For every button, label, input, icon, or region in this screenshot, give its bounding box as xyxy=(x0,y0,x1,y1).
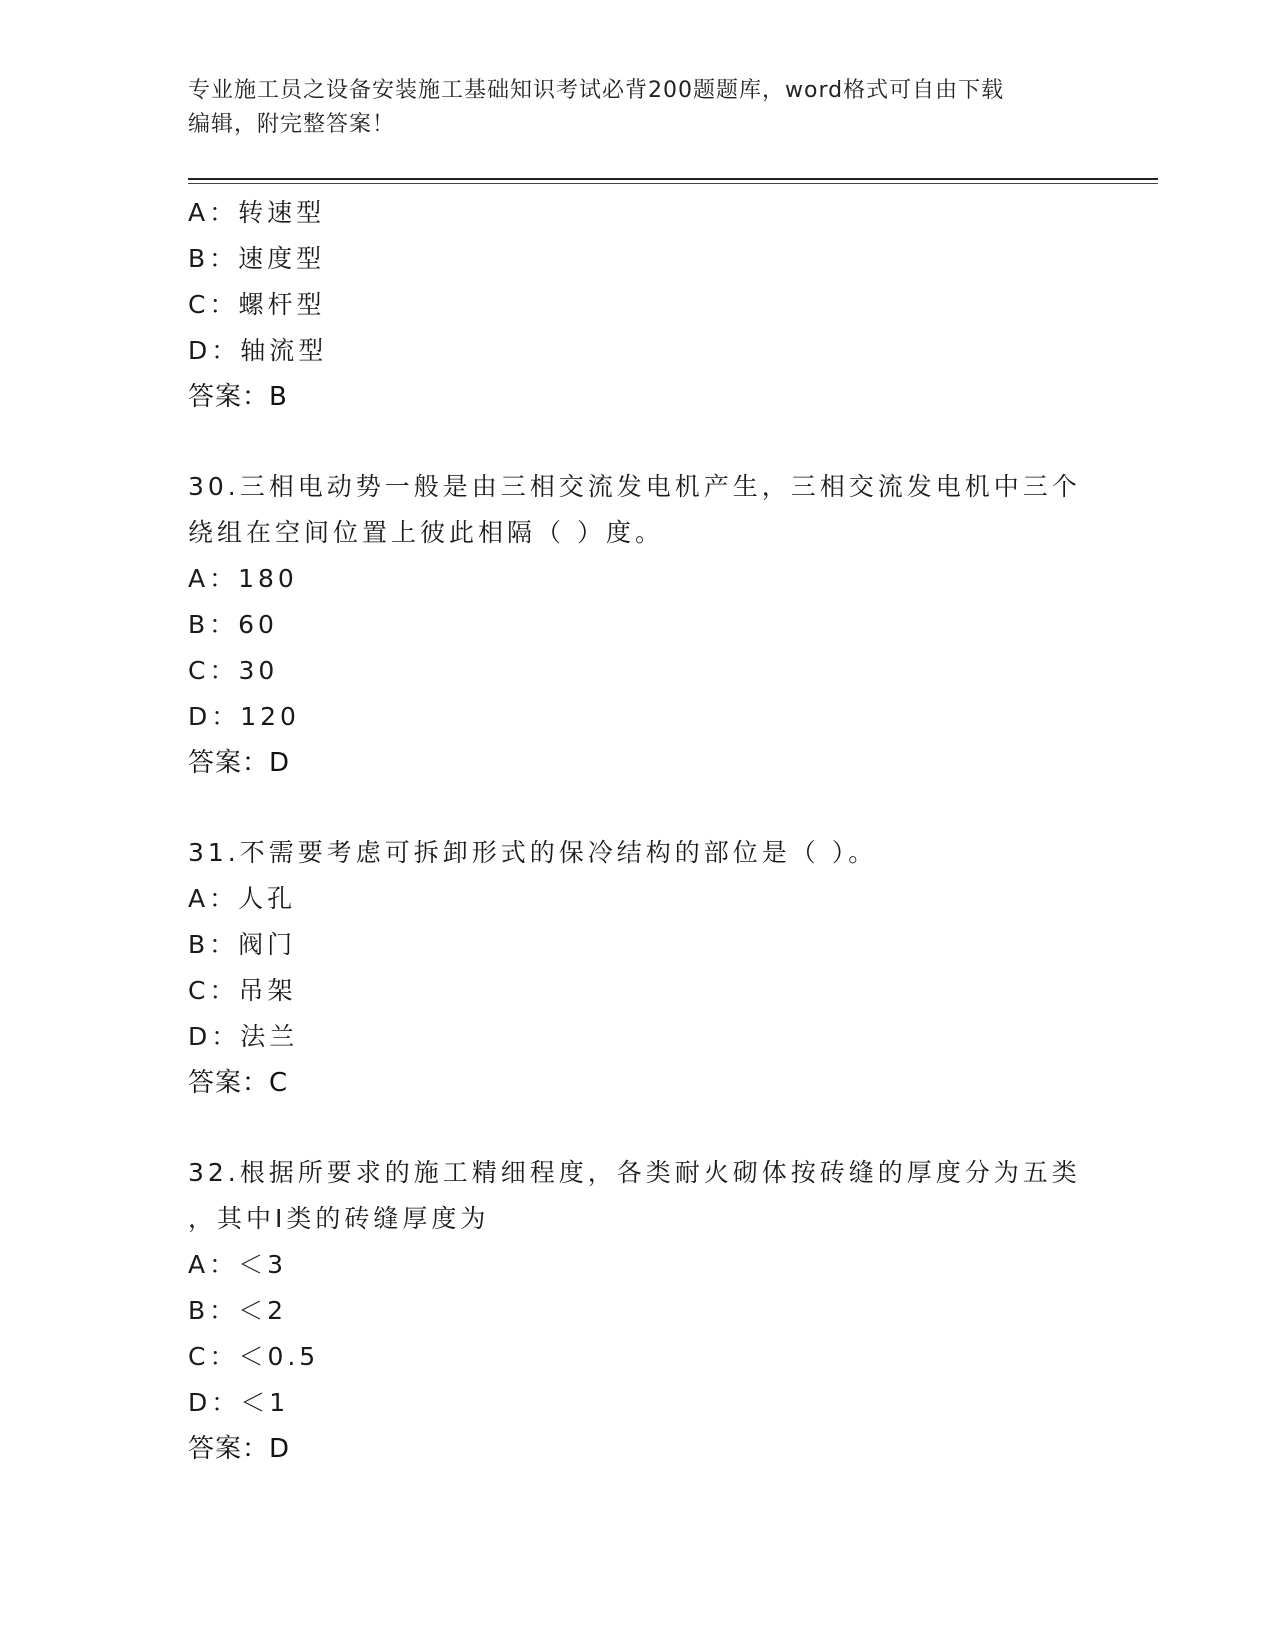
question-30 xyxy=(188,464,1088,786)
option-d: D：法兰 xyxy=(188,1022,299,1051)
option-d: D：轴流型 xyxy=(188,336,328,365)
header-divider-thin xyxy=(188,183,1158,184)
option-a: A：转速型 xyxy=(188,198,326,227)
question-stem-line-1: 30.三相电动势一般是由三相交流发电机产生，三相交流发电机中三个 xyxy=(188,472,1081,501)
question-stem xyxy=(188,830,1088,876)
option-c: C：＜0.5 xyxy=(188,1342,320,1371)
question-list xyxy=(188,190,1088,1472)
question-stem-line-1: 31.不需要考虑可拆卸形式的保冷结构的部位是（ ）。 xyxy=(188,838,878,867)
question-stem-line-2: 绕组在空间位置上彼此相隔（ ）度。 xyxy=(188,518,664,547)
option-b: B：＜2 xyxy=(188,1296,288,1325)
option-a: A：＜3 xyxy=(188,1250,288,1279)
header-line-2: 编辑，附完整答案！ xyxy=(188,112,396,137)
option-d: D：＜1 xyxy=(188,1388,290,1417)
option-a: A：人孔 xyxy=(188,884,297,913)
question-29 xyxy=(188,190,1088,420)
header-line-1: 专业施工员之设备安装施工基础知识考试必背200题题库，word格式可自由下载 xyxy=(188,78,1005,103)
option-b: B：60 xyxy=(188,610,278,639)
answer: 答案：B xyxy=(188,382,288,412)
answer: 答案：C xyxy=(188,1068,289,1098)
answer: 答案：D xyxy=(188,1434,291,1464)
option-b: B：阀门 xyxy=(188,930,297,959)
document-header xyxy=(188,74,1088,142)
question-stem xyxy=(188,464,1088,556)
header-divider xyxy=(188,178,1158,180)
option-c: C：30 xyxy=(188,656,279,685)
question-stem-line-1: 32.根据所要求的施工精细程度，各类耐火砌体按砖缝的厚度分为五类 xyxy=(188,1158,1081,1187)
option-c: C：吊架 xyxy=(188,976,297,1005)
option-c: C：螺杆型 xyxy=(188,290,326,319)
option-d: D：120 xyxy=(188,702,300,731)
question-stem xyxy=(188,1150,1088,1242)
answer: 答案：D xyxy=(188,748,291,778)
question-stem-line-2: ，其中Ⅰ类的砖缝厚度为 xyxy=(188,1204,490,1233)
option-b: B：速度型 xyxy=(188,244,326,273)
option-a: A：180 xyxy=(188,564,298,593)
question-32 xyxy=(188,1150,1088,1472)
question-31 xyxy=(188,830,1088,1106)
